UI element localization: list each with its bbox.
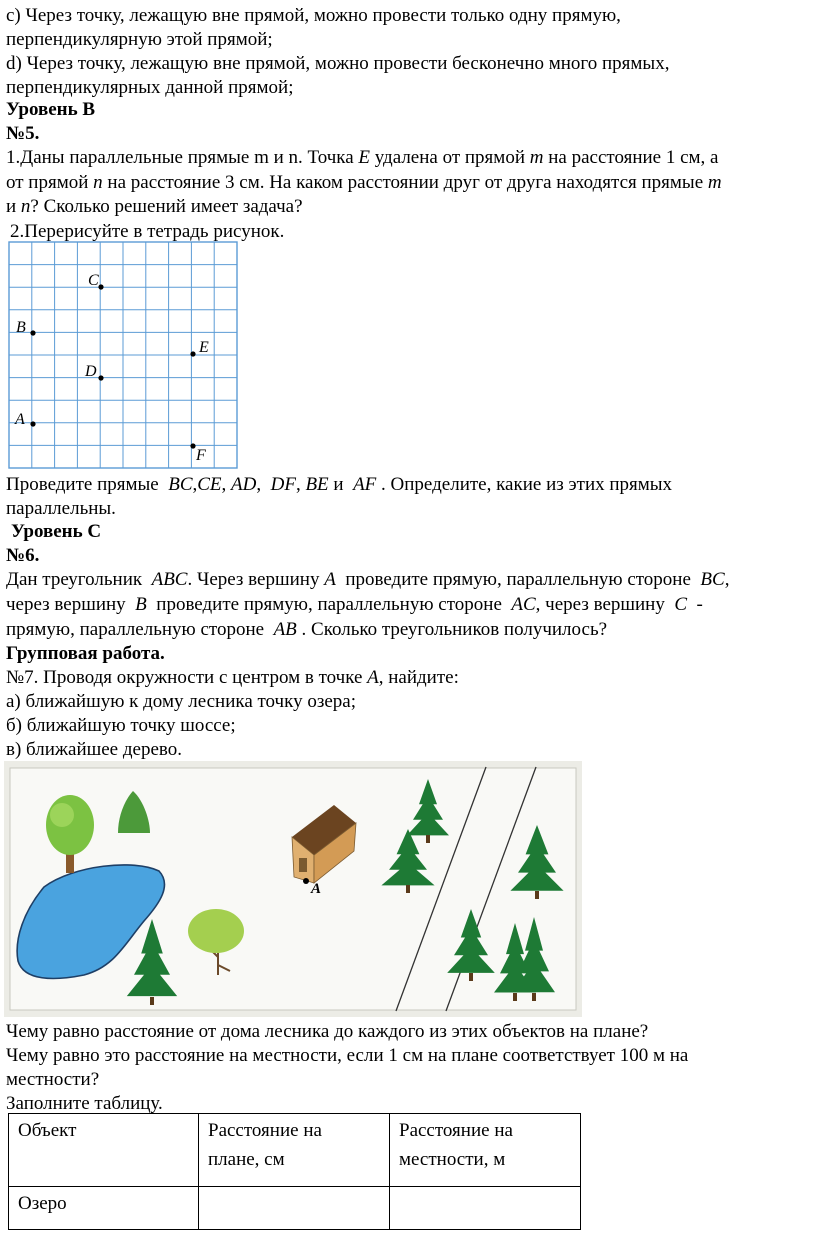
task-7-item-a: а) ближайшую к дому лесника точку озера; <box>6 691 356 712</box>
triangle-abc-symbol: ABC <box>151 569 188 590</box>
task-5-2-text: 2.Перерисуйте в тетрадь рисунок. <box>10 221 285 242</box>
text: проведите прямую, параллельную стороне <box>345 569 691 590</box>
header-plan-distance <box>199 1114 390 1187</box>
side-ab-symbol: AB <box>273 619 297 640</box>
point-c-dot <box>98 284 103 289</box>
line-af-symbol: AF <box>353 474 377 495</box>
point-f-label: F <box>196 447 206 464</box>
distance-table <box>8 1113 581 1230</box>
option-c-line1: c) Через точку, лежащую вне прямой, можно провести только одну прямую, <box>6 5 621 26</box>
cell-ground-input[interactable] <box>390 1187 581 1230</box>
text: , через вершину <box>535 594 665 615</box>
question-2-line1: Чему равно это расстояние на местности, если 1 см на плане соответствует 100 м на <box>6 1045 689 1066</box>
draw-lines-line1 <box>6 473 672 497</box>
task-5-1-line2 <box>6 171 722 195</box>
option-d-line1: d) Через точку, лежащую вне прямой, можно провести бесконечно много прямых, <box>6 53 670 74</box>
line-n-symbol: n <box>20 196 31 217</box>
line-ad-symbol: AD <box>231 474 257 495</box>
text: Проведите прямые <box>6 474 159 495</box>
text: на расстояние 1 см, а <box>548 147 719 168</box>
text: , <box>295 474 301 495</box>
point-b-dot <box>30 330 35 335</box>
vertex-b-symbol: B <box>135 594 147 615</box>
level-c-heading: Уровень С <box>11 521 102 542</box>
text: и <box>333 474 344 495</box>
question-1: Чему равно расстояние от дома лесника до каждого из этих объектов на плане? <box>6 1021 649 1042</box>
text: удалена от прямой <box>374 147 525 168</box>
text: ? Сколько решений имеет задача? <box>30 196 303 217</box>
task-6-line1 <box>6 568 729 592</box>
text: - <box>696 594 703 615</box>
draw-lines-line2: параллельны. <box>6 498 116 519</box>
point-e-dot <box>190 351 195 356</box>
row-lake-label: Озеро <box>18 1193 67 1214</box>
map-point-a-label: A <box>311 881 322 897</box>
point-grid-figure <box>8 240 244 470</box>
line-m-symbol: m <box>529 147 544 168</box>
text: 1.Даны параллельные прямые m и n. Точка <box>6 147 354 168</box>
header-ground-label-1: Расстояние на <box>399 1120 513 1141</box>
task-7-item-b: б) ближайшую точку шоссе; <box>6 715 236 736</box>
text: . Сколько треугольников получилось? <box>301 619 608 640</box>
task-7-item-v: в) ближайшее дерево. <box>6 739 182 760</box>
header-ground-label-2: местности, м <box>399 1149 506 1170</box>
task-5-number: №5. <box>6 123 40 144</box>
question-2-line2: местности? <box>6 1069 100 1090</box>
text: , найдите: <box>378 667 459 688</box>
forest-map-figure <box>4 761 582 1017</box>
point-d-label: D <box>85 363 97 380</box>
line-ce-symbol: CE <box>197 474 222 495</box>
text: . Через вершину <box>187 569 320 590</box>
point-b-label: B <box>16 319 26 336</box>
text: №7. Проводя окружности с центром в точке <box>6 667 363 688</box>
text: проведите прямую, параллельную стороне <box>156 594 502 615</box>
cell-plan-input[interactable] <box>199 1187 390 1230</box>
level-b-heading: Уровень В <box>6 99 96 120</box>
line-be-symbol: BE <box>305 474 329 495</box>
header-plan-label-2: плане, см <box>208 1149 285 1170</box>
text: , <box>192 474 198 495</box>
header-object <box>9 1114 199 1187</box>
point-a-symbol: A <box>367 667 379 688</box>
group-work-heading: Групповая работа. <box>6 643 165 664</box>
line-n-symbol: n <box>93 172 103 193</box>
cell-object <box>9 1187 199 1230</box>
option-c-line2: перпендикулярную этой прямой; <box>6 29 273 50</box>
text: , <box>256 474 262 495</box>
line-df-symbol: DF <box>270 474 296 495</box>
point-e-label: E <box>199 339 209 356</box>
point-e-symbol: E <box>358 147 370 168</box>
text: и <box>6 196 17 217</box>
task-6-number: №6. <box>6 545 40 566</box>
point-d-dot <box>98 375 103 380</box>
point-f-dot <box>190 443 195 448</box>
header-ground-distance <box>390 1114 581 1187</box>
line-bc-symbol: BC <box>168 474 193 495</box>
fill-table-instruction: Заполните таблицу. <box>6 1093 163 1114</box>
task-6-line2 <box>6 593 703 617</box>
task-5-1-line3 <box>6 195 303 219</box>
point-a-dot <box>303 878 309 884</box>
side-bc-symbol: BC <box>700 569 725 590</box>
header-plan-label-1: Расстояние на <box>208 1120 322 1141</box>
task-5-1-line1 <box>6 146 718 170</box>
vertex-c-symbol: C <box>674 594 688 615</box>
line-m-symbol: m <box>707 172 722 193</box>
task-7-line1 <box>6 666 459 690</box>
text: , <box>724 569 730 590</box>
vertex-a-symbol: A <box>324 569 336 590</box>
text: от прямой <box>6 172 89 193</box>
text: прямую, параллельную стороне <box>6 619 265 640</box>
point-a-label: A <box>15 411 25 428</box>
text: на расстояние 3 см. На каком расстоянии друг от друга находятся прямые <box>107 172 704 193</box>
side-ac-symbol: AC <box>511 594 536 615</box>
table-row <box>9 1187 581 1230</box>
point-a-dot <box>30 421 35 426</box>
text: , <box>221 474 227 495</box>
option-d-line2: перпендикулярных данной прямой; <box>6 77 294 98</box>
text: . Определите, какие из этих прямых <box>381 474 673 495</box>
header-object-label: Объект <box>18 1120 77 1141</box>
point-c-label: C <box>88 272 99 289</box>
text: через вершину <box>6 594 126 615</box>
table-header-row <box>9 1114 581 1187</box>
text: Дан треугольник <box>6 569 143 590</box>
task-6-line3 <box>6 618 607 642</box>
